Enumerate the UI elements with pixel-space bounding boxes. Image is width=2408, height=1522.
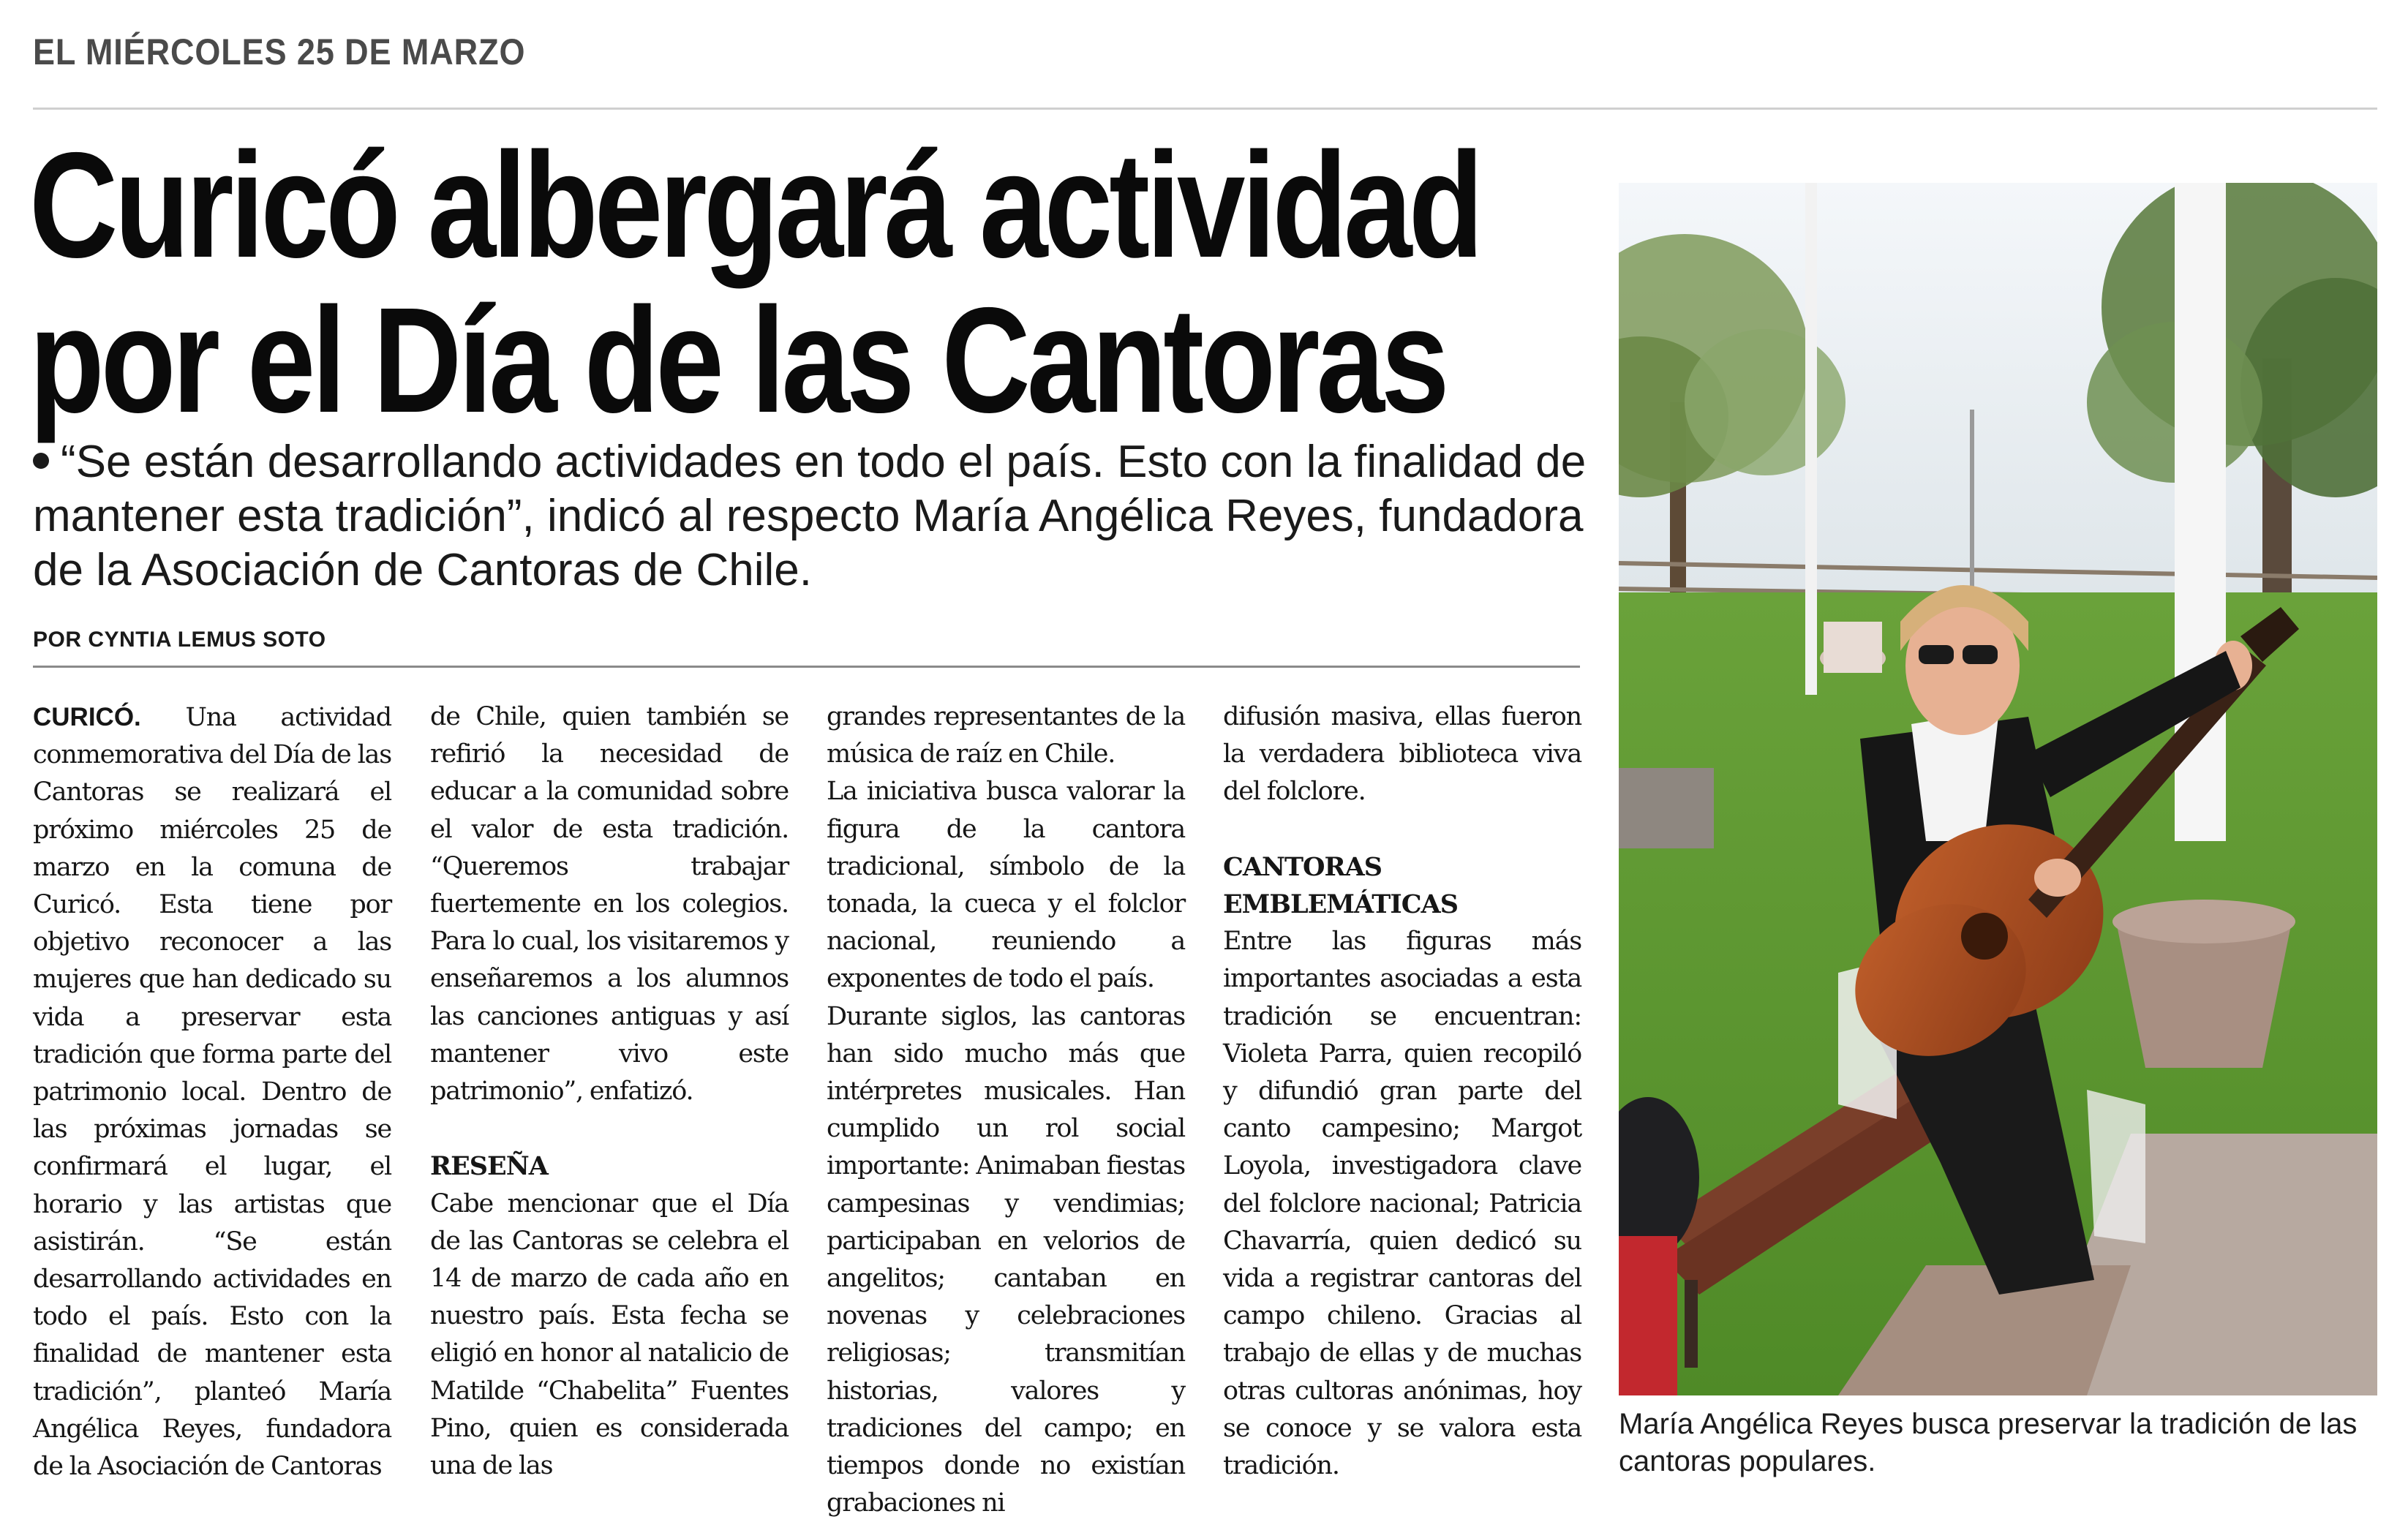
- body-column-4: [1223, 698, 1581, 1485]
- deck-text: “Se están desarrollando actividades en todo el país. Esto con la finalidad de mantener esta tradición”, indicó al respecto María Angélica Reyes, fundadora de la Asociación de Cantoras de Chile.: [33, 437, 1587, 595]
- dateline: EL MIÉRCOLES 25 DE MARZO: [33, 31, 526, 72]
- photo-caption: María Angélica Reyes busca preservar la tradición de las cantoras populares.: [1619, 1408, 2358, 1477]
- body-column-2: [430, 698, 789, 1485]
- dateline-lead: CURICÓ.: [33, 703, 141, 731]
- article-photo: [1619, 183, 2377, 1395]
- headline-line-2: por el Día de las Cantoras: [29, 276, 1446, 444]
- paragraph-5: Entre las figuras más importantes asociadas a esta tradición se encuentran: Violeta Parra, quien recopiló y difundió gran parte del canto campesino; Margot Loyola, investigadora clave del folclore nacional; Patricia Chavarría, quien dedicó su vida a registrar cantoras del campo chileno. Gracias al trabajo de ellas y de muchas otras cultoras anónimas, hoy se conoce y se valora esta tradición.: [1223, 927, 1581, 1481]
- headline-line-1: Curicó albergará actividad: [29, 121, 1480, 289]
- paragraph-1-part-a: Una actividad conmemorativa del Día de las Cantoras se realizará el próximo miércoles 25 de marzo en la comuna de Curicó. Esta tiene por objetivo reconocer a las mujeres que han dedicado su vida a preservar esta tradición que forma parte del patrimonio local. Dentro de las próximas jornadas se confirmará el lugar, el horario y las artistas que asistirán. “Se están desarrollando actividades en todo el país. Esto con la finalidad de mantener esta tradición”, planteó María Angélica Reyes, fundadora de la Asociación de Cantoras: [33, 703, 391, 1482]
- paragraph-4-part-a: Durante siglos, las cantoras han sido mucho más que intérpretes musicales. Han cumplido un rol social importante: Animaban fiestas campesinas y vendimias; participaban en velorios de angelitos; cantaban en novenas y celebraciones religiosas; transmitían historias, valores y tradiciones del campo; en tiempos donde no existían grabaciones ni: [827, 1001, 1185, 1518]
- bullet-icon: [33, 453, 49, 469]
- paragraph-2-part-b: grandes representantes de la música de raíz en Chile.: [827, 702, 1185, 769]
- body-column-3: [827, 698, 1185, 1522]
- byline: POR CYNTIA LEMUS SOTO: [33, 628, 326, 652]
- body-column-1: [33, 698, 391, 1485]
- subhead-cantoras-emblematicas: CANTORAS EMBLEMÁTICAS: [1223, 851, 1458, 919]
- deck: [33, 435, 1587, 598]
- headline: [29, 121, 1480, 444]
- paragraph-3: La iniciativa busca valorar la figura de la cantora tradicional, símbolo de la tonada, la cueca y el folclor nacional, reuniendo a exponentes de todo el país.: [827, 777, 1185, 994]
- photo-illustration: [1619, 183, 2377, 1395]
- paragraph-1-part-b: de Chile, quien también se refirió la necesidad de educar a la comunidad sobre el valor de esta tradición. “Queremos trabajar fuertemente en los colegios. Para lo cual, los visitaremos y enseñaremos a los alumnos las canciones antiguas y así mantener vivo este patrimonio”, enfatizó.: [430, 702, 789, 1107]
- columns-rule: [33, 666, 1580, 668]
- paragraph-4-part-b: difusión masiva, ellas fueron la verdadera biblioteca viva del folclore.: [1223, 702, 1581, 807]
- subhead-resena: RESEÑA: [430, 1151, 548, 1182]
- top-rule: [33, 108, 2377, 110]
- paragraph-2-part-a: Cabe mencionar que el Día de las Cantoras se celebra el 14 de marzo de cada año en nuestro país. Esta fecha se eligió en honor al natalicio de Matilde “Chabelita” Fuentes Pino, quien es considerada una de las: [430, 1188, 789, 1481]
